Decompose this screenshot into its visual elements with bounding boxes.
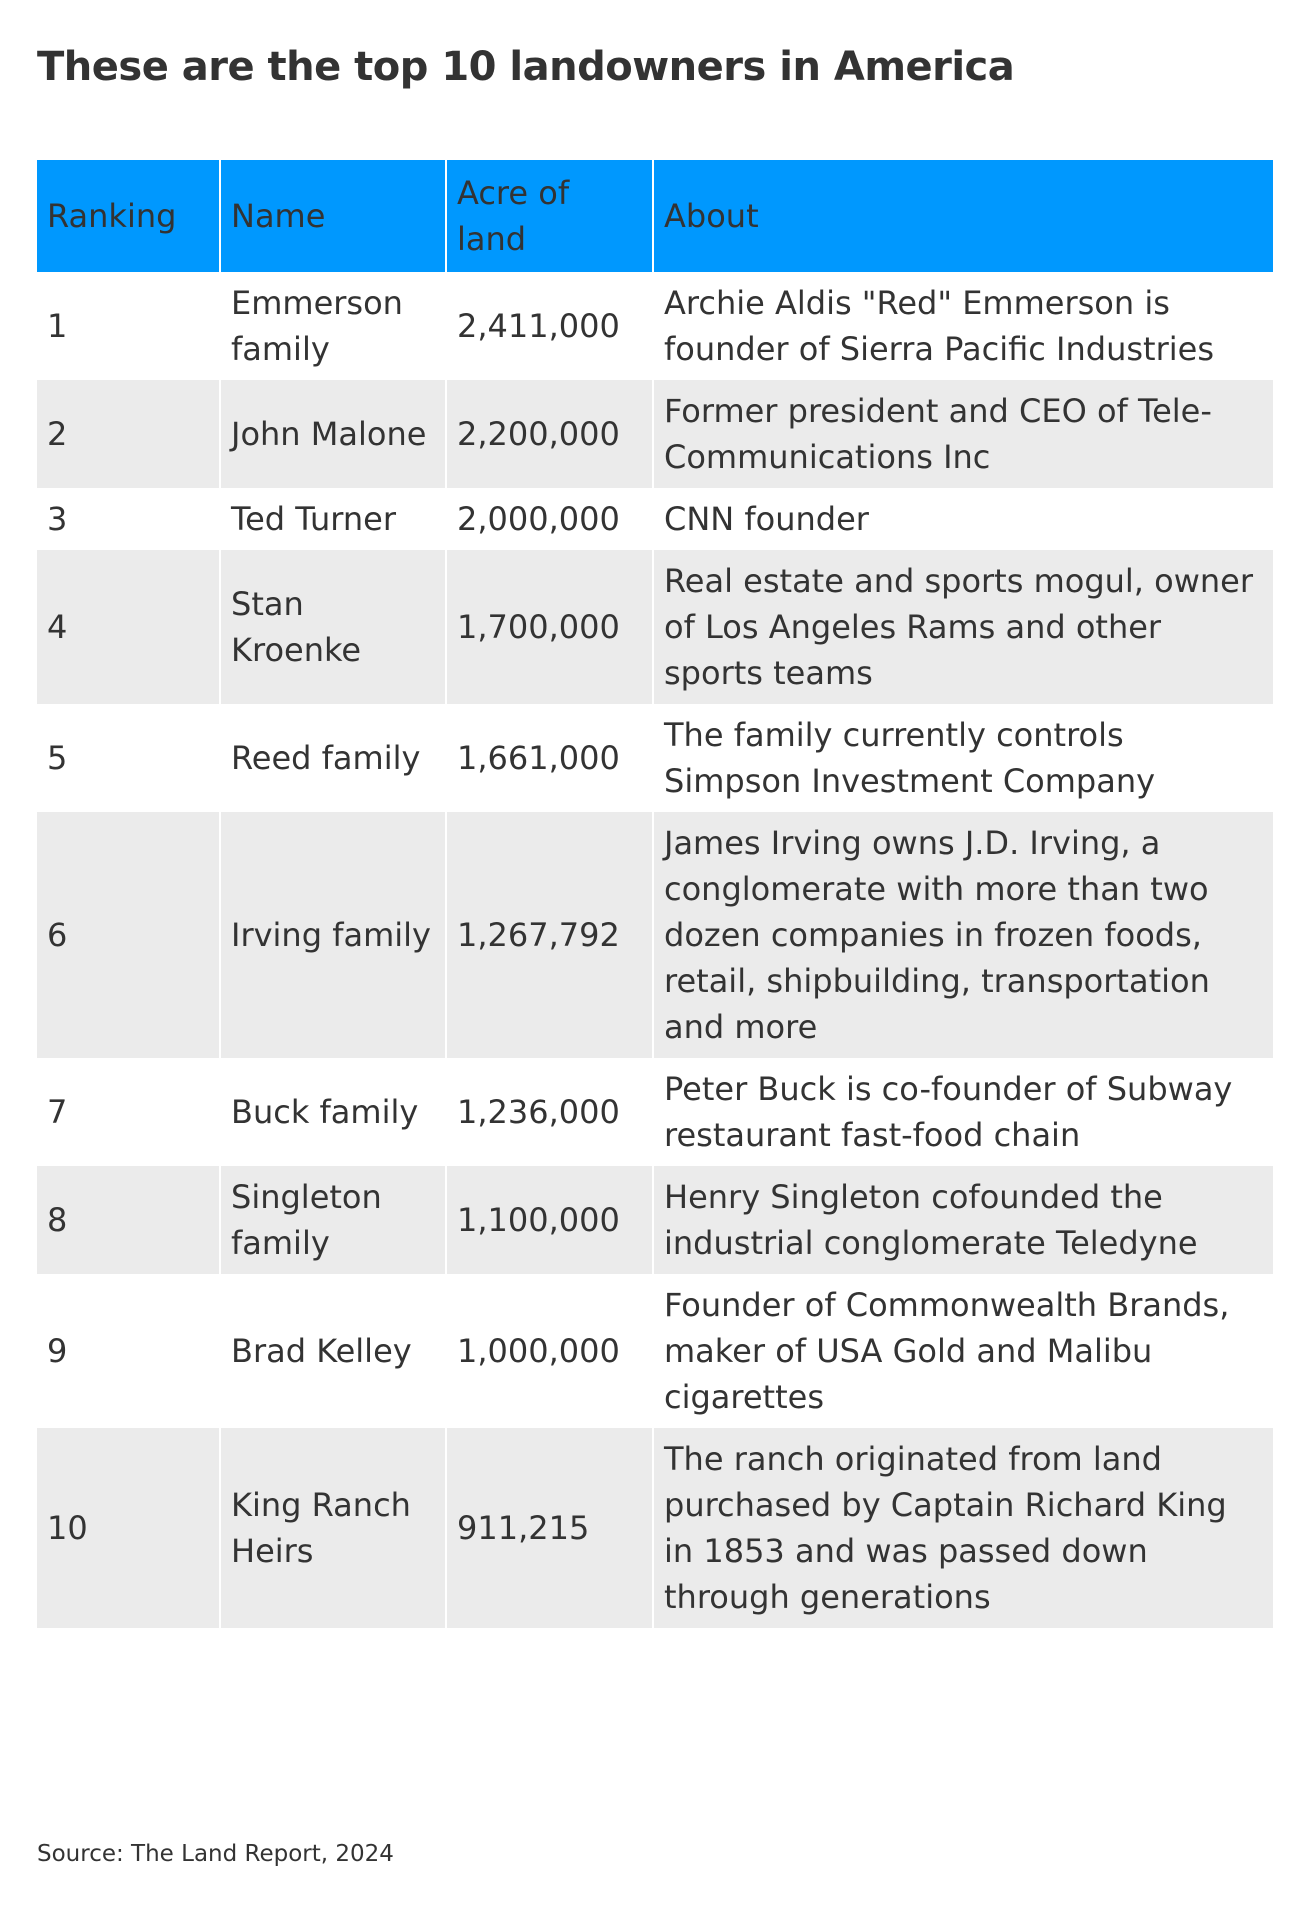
cell-name: King Ranch Heirs xyxy=(220,1428,446,1628)
header-name: Name xyxy=(220,160,446,272)
cell-about: Henry Singleton cofounded the industrial conglomerate Teledyne xyxy=(653,1166,1273,1274)
cell-acres: 1,100,000 xyxy=(446,1166,653,1274)
cell-acres: 1,267,792 xyxy=(446,812,653,1058)
cell-about: Founder of Commonwealth Brands, maker of USA Gold and Malibu cigarettes xyxy=(653,1274,1273,1428)
header-ranking: Ranking xyxy=(37,160,220,272)
cell-name: Irving family xyxy=(220,812,446,1058)
cell-acres: 2,000,000 xyxy=(446,488,653,550)
cell-ranking: 7 xyxy=(37,1058,220,1166)
table-row xyxy=(37,1428,1273,1628)
cell-about: The ranch originated from land purchased by Captain Richard King in 1853 and was passed down through generations xyxy=(653,1428,1273,1628)
cell-ranking: 9 xyxy=(37,1274,220,1428)
table-row xyxy=(37,812,1273,1058)
cell-about: Peter Buck is co-founder of Subway restaurant fast-food chain xyxy=(653,1058,1273,1166)
cell-ranking: 4 xyxy=(37,550,220,704)
cell-name: Emmerson family xyxy=(220,272,446,380)
cell-ranking: 8 xyxy=(37,1166,220,1274)
cell-ranking: 2 xyxy=(37,380,220,488)
cell-acres: 911,215 xyxy=(446,1428,653,1628)
table-row xyxy=(37,1058,1273,1166)
cell-ranking: 6 xyxy=(37,812,220,1058)
cell-ranking: 3 xyxy=(37,488,220,550)
cell-about: Real estate and sports mogul, owner of Los Angeles Rams and other sports teams xyxy=(653,550,1273,704)
cell-acres: 1,700,000 xyxy=(446,550,653,704)
cell-name: Buck family xyxy=(220,1058,446,1166)
cell-ranking: 10 xyxy=(37,1428,220,1628)
table-row xyxy=(37,1166,1273,1274)
cell-about: James Irving owns J.D. Irving, a conglomerate with more than two dozen companies in frozen foods, retail, shipbuilding, transportation and more xyxy=(653,812,1273,1058)
landowners-table xyxy=(37,160,1273,1628)
table-row xyxy=(37,272,1273,380)
table-row xyxy=(37,704,1273,812)
table-row xyxy=(37,550,1273,704)
cell-name: Reed family xyxy=(220,704,446,812)
cell-about: Former president and CEO of Tele-Communications Inc xyxy=(653,380,1273,488)
cell-ranking: 5 xyxy=(37,704,220,812)
table-row xyxy=(37,488,1273,550)
page-title: These are the top 10 landowners in America xyxy=(37,44,1015,90)
cell-acres: 2,200,000 xyxy=(446,380,653,488)
cell-acres: 2,411,000 xyxy=(446,272,653,380)
table-row xyxy=(37,380,1273,488)
source-note: Source: The Land Report, 2024 xyxy=(37,1841,394,1867)
cell-about: The family currently controls Simpson Investment Company xyxy=(653,704,1273,812)
cell-name: Brad Kelley xyxy=(220,1274,446,1428)
table-header-row xyxy=(37,160,1273,272)
cell-name: Ted Turner xyxy=(220,488,446,550)
cell-name: Singleton family xyxy=(220,1166,446,1274)
header-about: About xyxy=(653,160,1273,272)
cell-about: CNN founder xyxy=(653,488,1273,550)
cell-name: John Malone xyxy=(220,380,446,488)
table-row xyxy=(37,1274,1273,1428)
cell-acres: 1,236,000 xyxy=(446,1058,653,1166)
cell-acres: 1,661,000 xyxy=(446,704,653,812)
table-body xyxy=(37,272,1273,1628)
cell-name: Stan Kroenke xyxy=(220,550,446,704)
cell-about: Archie Aldis "Red" Emmerson is founder of Sierra Pacific Industries xyxy=(653,272,1273,380)
cell-acres: 1,000,000 xyxy=(446,1274,653,1428)
header-acres: Acre of land xyxy=(446,160,653,272)
cell-ranking: 1 xyxy=(37,272,220,380)
